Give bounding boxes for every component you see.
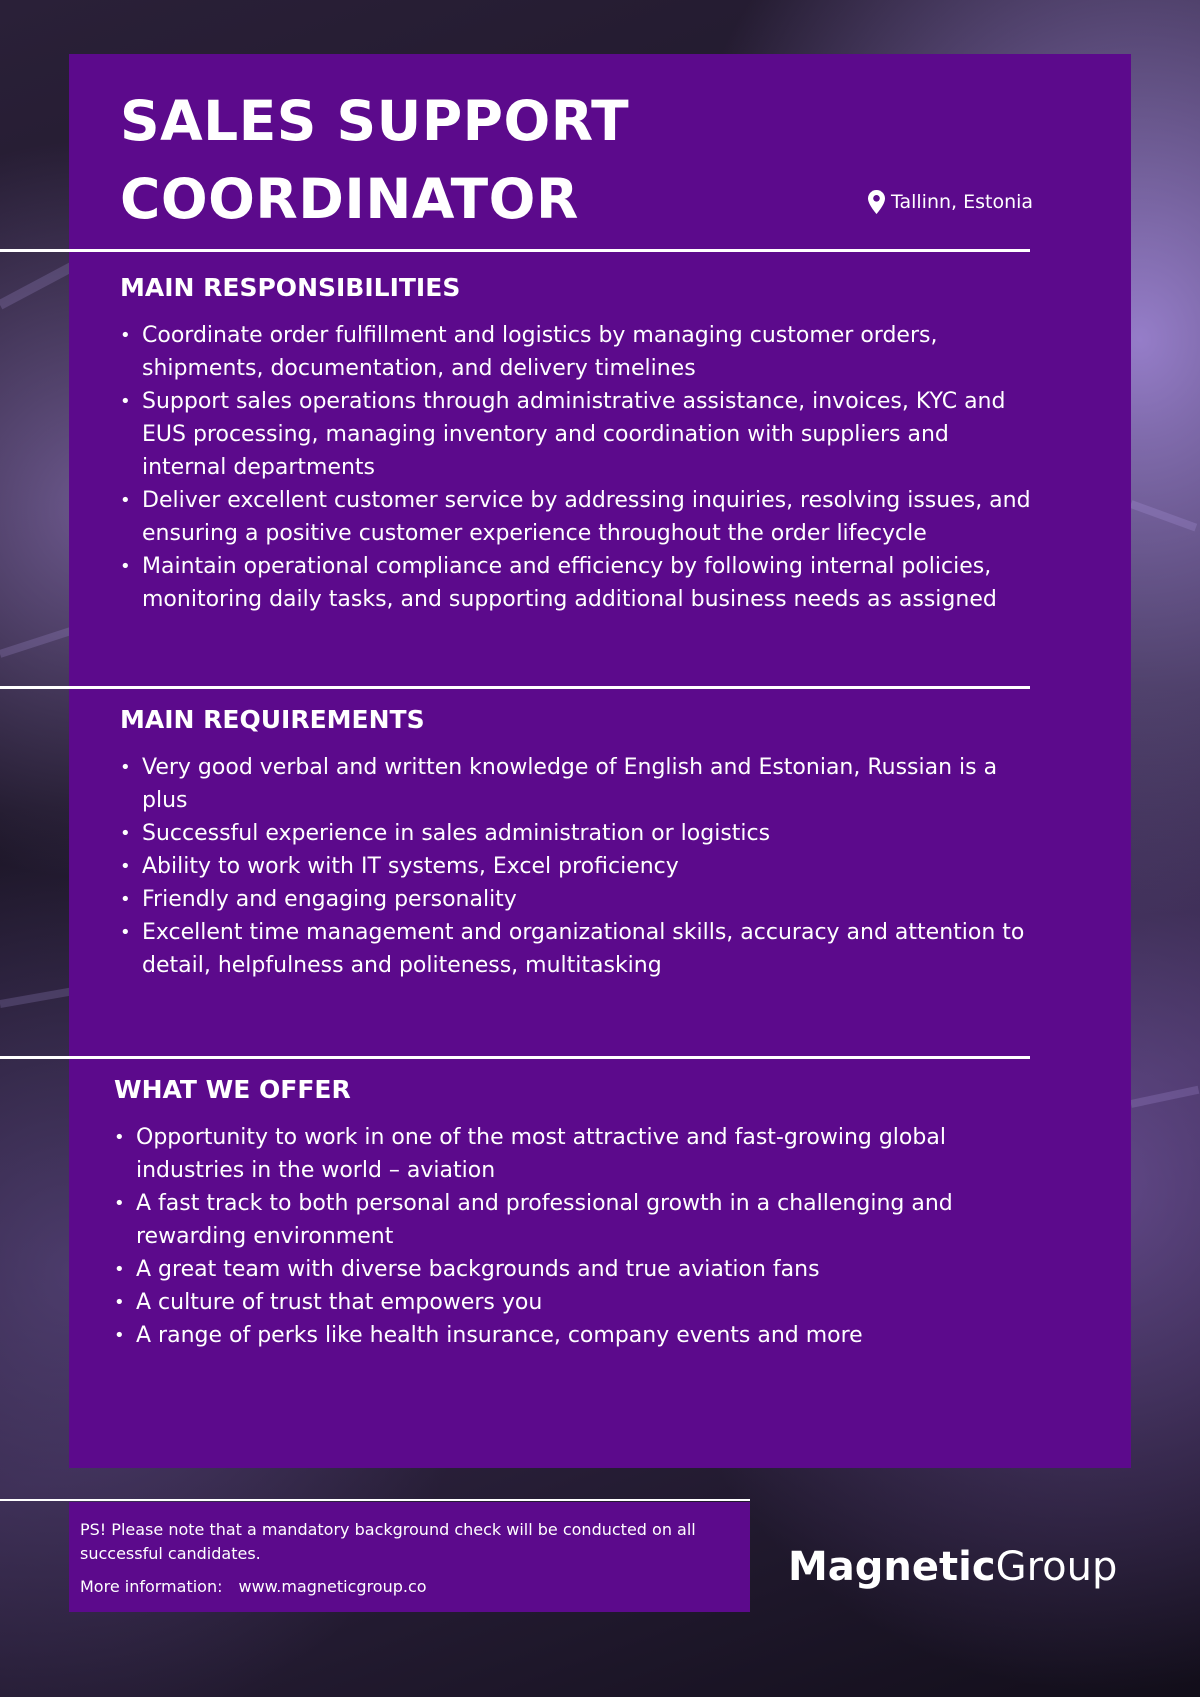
offer-section <box>114 1073 1034 1352</box>
list-item: • Opportunity to work in one of the most attractive and fast-growing global industries in the world – aviation <box>136 1121 1034 1187</box>
more-information <box>80 1575 427 1599</box>
location-pin-icon <box>868 190 885 214</box>
list-item: • A fast track to both personal and professional growth in a challenging and rewarding environment <box>136 1187 1034 1253</box>
list-item: • A range of perks like health insurance, company events and more <box>136 1319 1034 1352</box>
job-title <box>120 82 629 238</box>
section-heading: WHAT WE OFFER <box>114 1075 351 1104</box>
list-item: • Support sales operations through administrative assistance, invoices, KYC and EUS processing, managing inventory and coordination with suppliers and internal departments <box>142 385 1040 484</box>
background-check-note: PS! Please note that a mandatory background check will be conducted on all successful candidates. <box>80 1520 696 1563</box>
job-title-line-1: SALES SUPPORT <box>120 89 630 153</box>
list-item: • Successful experience in sales administration or logistics <box>142 817 1040 850</box>
location-text: Tallinn, Estonia <box>891 191 1034 213</box>
job-title-line-2: COORDINATOR <box>120 167 579 231</box>
list-item: • Deliver excellent customer service by addressing inquiries, resolving issues, and ensuring a positive customer experience throughout the order lifecycle <box>142 484 1040 550</box>
footer-divider <box>0 1499 750 1501</box>
requirements-list <box>120 751 1040 982</box>
logo-part-2: Group <box>995 1544 1118 1590</box>
responsibilities-list <box>120 319 1040 616</box>
job-location <box>868 189 1033 215</box>
offer-list <box>114 1121 1034 1352</box>
more-information-label: More information: <box>80 1577 223 1596</box>
list-item: • Friendly and engaging personality <box>142 883 1040 916</box>
divider-rule <box>0 249 1030 252</box>
responsibilities-section <box>120 271 1040 616</box>
logo-part-1: Magnetic <box>788 1544 996 1590</box>
list-item: • A great team with diverse backgrounds and true aviation fans <box>136 1253 1034 1286</box>
section-heading: MAIN RESPONSIBILITIES <box>120 273 461 302</box>
divider-rule <box>0 1056 1030 1059</box>
list-item: • A culture of trust that empowers you <box>136 1286 1034 1319</box>
list-item: • Ability to work with IT systems, Excel proficiency <box>142 850 1040 883</box>
website-link[interactable]: www.magneticgroup.co <box>238 1577 427 1596</box>
requirements-section <box>120 703 1040 982</box>
list-item: • Coordinate order fulfillment and logistics by managing customer orders, shipments, documentation, and delivery timelines <box>142 319 1040 385</box>
list-item: • Very good verbal and written knowledge of English and Estonian, Russian is a plus <box>142 751 1040 817</box>
section-heading: MAIN REQUIREMENTS <box>120 705 425 734</box>
list-item: • Excellent time management and organizational skills, accuracy and attention to detail, helpfulness and politeness, multitasking <box>142 916 1040 982</box>
divider-rule <box>0 686 1030 689</box>
magnetic-group-logo <box>788 1540 1117 1594</box>
list-item: • Maintain operational compliance and efficiency by following internal policies, monitoring daily tasks, and supporting additional business needs as assigned <box>142 550 1040 616</box>
